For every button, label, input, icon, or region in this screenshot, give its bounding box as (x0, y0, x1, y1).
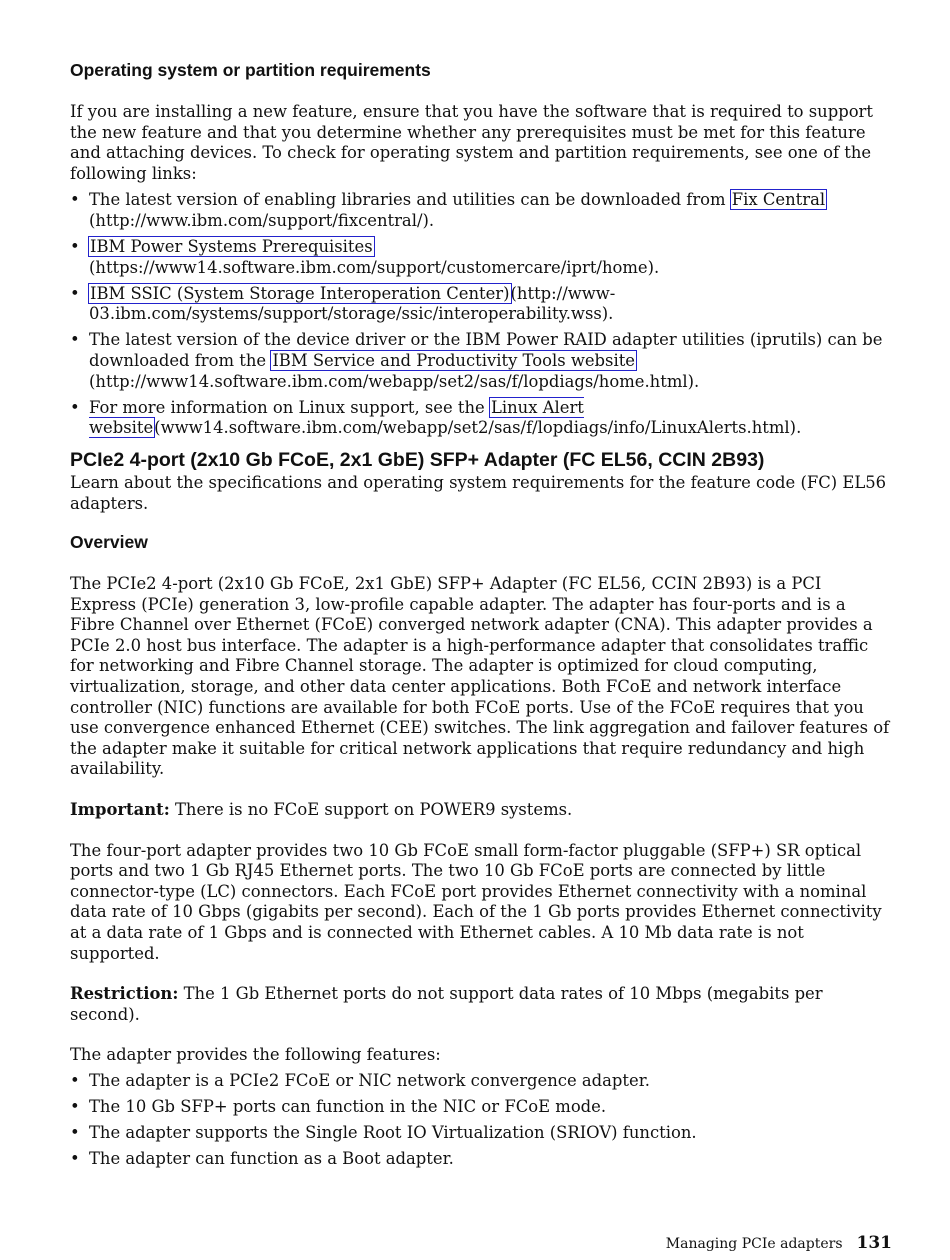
list-item: • The 10 Gb SFP+ ports can function in the NIC or FCoE mode. (70, 1097, 607, 1117)
features-intro: The adapter provides the following features: (70, 1045, 441, 1065)
list-item: • For more information on Linux support, see the Linux Alert website(www14.software.ibm.com/webapp/set2/sas/f/lopdiags/info/LinuxAlerts.html). (70, 397, 802, 438)
os-requirements-link-list (70, 190, 890, 439)
section-heading-os-requirements: Operating system or partition requirements (70, 60, 431, 80)
bullet: • (70, 330, 80, 350)
list-item: • The latest version of enabling libraries and utilities can be downloaded from Fix Central (http://www.ibm.com/support/fixcentral/). (70, 190, 826, 230)
bullet: • (70, 1070, 80, 1090)
list-item: • The adapter can function as a Boot adapter. (70, 1149, 454, 1169)
list-item: • The adapter supports the Single Root IO Virtualization (SRIOV) function. (70, 1123, 697, 1143)
page-number: 131 (856, 1233, 892, 1253)
power-systems-prerequisites-link[interactable]: IBM Power Systems Prerequisites (90, 237, 373, 257)
linux-alert-link[interactable]: Linux Alert website (89, 397, 584, 438)
bullet: • (70, 1123, 80, 1143)
list-item: • The latest version of the device driver or the IBM Power RAID adapter utilities (iprutils) can be downloaded from the IBM Service and Productivity Tools website (http://www14.software.ibm.com/webapp/set2/sas/f/lopdiags/home.html). (70, 330, 883, 391)
document-page (70, 58, 890, 1175)
bullet: • (70, 1097, 80, 1117)
overview-paragraph-2: The four-port adapter provides two 10 Gb FCoE small form-factor pluggable (SFP+) SR optical ports and two 1 Gb RJ45 Ethernet ports. The two 10 Gb FCoE ports are connected by little connector-type (LC) connectors. Each FCoE port provides Ethernet connectivity with a nominal data rate of 10 Gbps (gigabits per second). Each of the 1 Gb ports provides Ethernet connectivity at a data rate of 1 Gbps and is connected with Ethernet cables. A 10 Mb data rate is not supported. (70, 840, 882, 963)
bullet: • (70, 190, 80, 210)
ssic-link[interactable]: IBM SSIC (System Storage Interoperation Center) (90, 283, 510, 303)
list-item: • IBM Power Systems Prerequisites (https://www14.software.ibm.com/support/customercare/iprt/home). (70, 237, 660, 277)
fix-central-link[interactable]: Fix Central (731, 190, 826, 210)
important-label: Important: (70, 800, 170, 820)
overview-paragraph-1: The PCIe2 4-port (2x10 Gb FCoE, 2x1 GbE) SFP+ Adapter (FC EL56, CCIN 2B93) is a PCI Express (PCIe) generation 3, low-profile capable adapter. The adapter has four-ports and is a Fibre Channel over Ethernet (FCoE) converged network adapter (CNA). This adapter provides a PCIe 2.0 host bus interface. The adapter is a high-performance adapter that consolidates traffic for networking and Fibre Channel storage. The adapter is optimized for cloud computing, virtualization, storage, and other data center applications. Both FCoE and network interface controller (NIC) functions are available for both FCoE ports. Use of the FCoE requires that you use convergence enhanced Ethernet (CEE) switches. The link aggregation and failover features of the adapter make it suitable for critical network applications that require redundancy and high availability. (70, 574, 890, 779)
footer-label: Managing PCIe adapters (665, 1236, 843, 1252)
restriction-note: Restriction: The 1 Gb Ethernet ports do not support data rates of 10 Mbps (megabits per second). (70, 984, 823, 1024)
list-item: • IBM SSIC (System Storage Interoperation Center)(http://www-03.ibm.com/systems/support/storage/ssic/interoperability.wss). (70, 283, 616, 324)
bullet: • (70, 1149, 80, 1169)
os-requirements-intro: If you are installing a new feature, ensure that you have the software that is required to support the new feature and that you determine whether any prerequisites must be met for this feature and attaching devices. To check for operating system and partition requirements, see one of the following links: (70, 102, 873, 183)
bullet: • (70, 283, 80, 303)
bullet: • (70, 397, 80, 417)
list-item: • The adapter is a PCIe2 FCoE or NIC network convergence adapter. (70, 1070, 650, 1090)
service-productivity-tools-link[interactable]: IBM Service and Productivity Tools website (272, 351, 635, 371)
section-heading-adapter: PCIe2 4-port (2x10 Gb FCoE, 2x1 GbE) SFP+ Adapter (FC EL56, CCIN 2B93) (70, 448, 765, 471)
adapter-intro: Learn about the specifications and operating system requirements for the feature code (FC) EL56 adapters. (70, 472, 887, 513)
page-footer (666, 1233, 892, 1253)
important-note: Important: There is no FCoE support on POWER9 systems. (70, 800, 573, 820)
bullet: • (70, 237, 80, 257)
restriction-label: Restriction: (70, 984, 179, 1004)
section-heading-overview: Overview (70, 532, 148, 553)
features-list (70, 1071, 890, 1170)
